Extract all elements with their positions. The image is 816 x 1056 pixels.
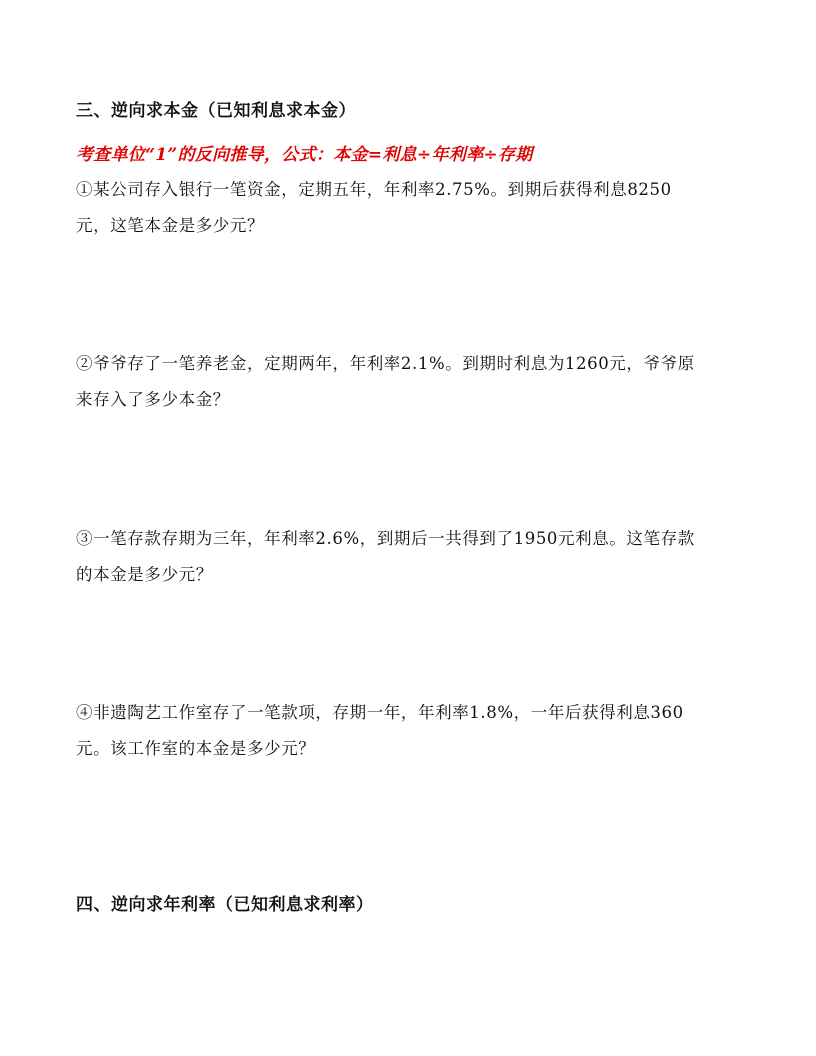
question-2-line-2: 来存入了多少本金？ [76, 390, 230, 409]
question-4 [76, 695, 746, 767]
question-1-line-2: 元，这笔本金是多少元？ [76, 216, 265, 235]
question-1-line-1: ①某公司存入银行一笔资金，定期五年，年利率2.75%。到期后获得利息8250 [76, 180, 672, 199]
question-1 [76, 172, 746, 244]
question-4-line-1: ④非遗陶艺工作室存了一笔款项，存期一年，年利率1.8%，一年后获得利息360 [76, 703, 684, 722]
question-2 [76, 346, 746, 418]
question-3-line-1: ③一笔存款存期为三年，年利率2.6%，到期后一共得到了1950元利息。这笔存款 [76, 529, 695, 548]
section-4-title: 四、逆向求年利率（已知利息求利率） [76, 895, 374, 915]
question-3-line-2: 的本金是多少元？ [76, 565, 213, 584]
question-3 [76, 521, 746, 593]
question-4-line-2: 元。该工作室的本金是多少元？ [76, 739, 316, 758]
section-3-formula: 考查单位“1”的反向推导，公式：本金=利息÷年利率÷存期 [76, 145, 533, 165]
section-3-title: 三、逆向求本金（已知利息求本金） [76, 101, 356, 121]
question-2-line-1: ②爷爷存了一笔养老金，定期两年，年利率2.1%。到期时利息为1260元，爷爷原 [76, 354, 695, 373]
